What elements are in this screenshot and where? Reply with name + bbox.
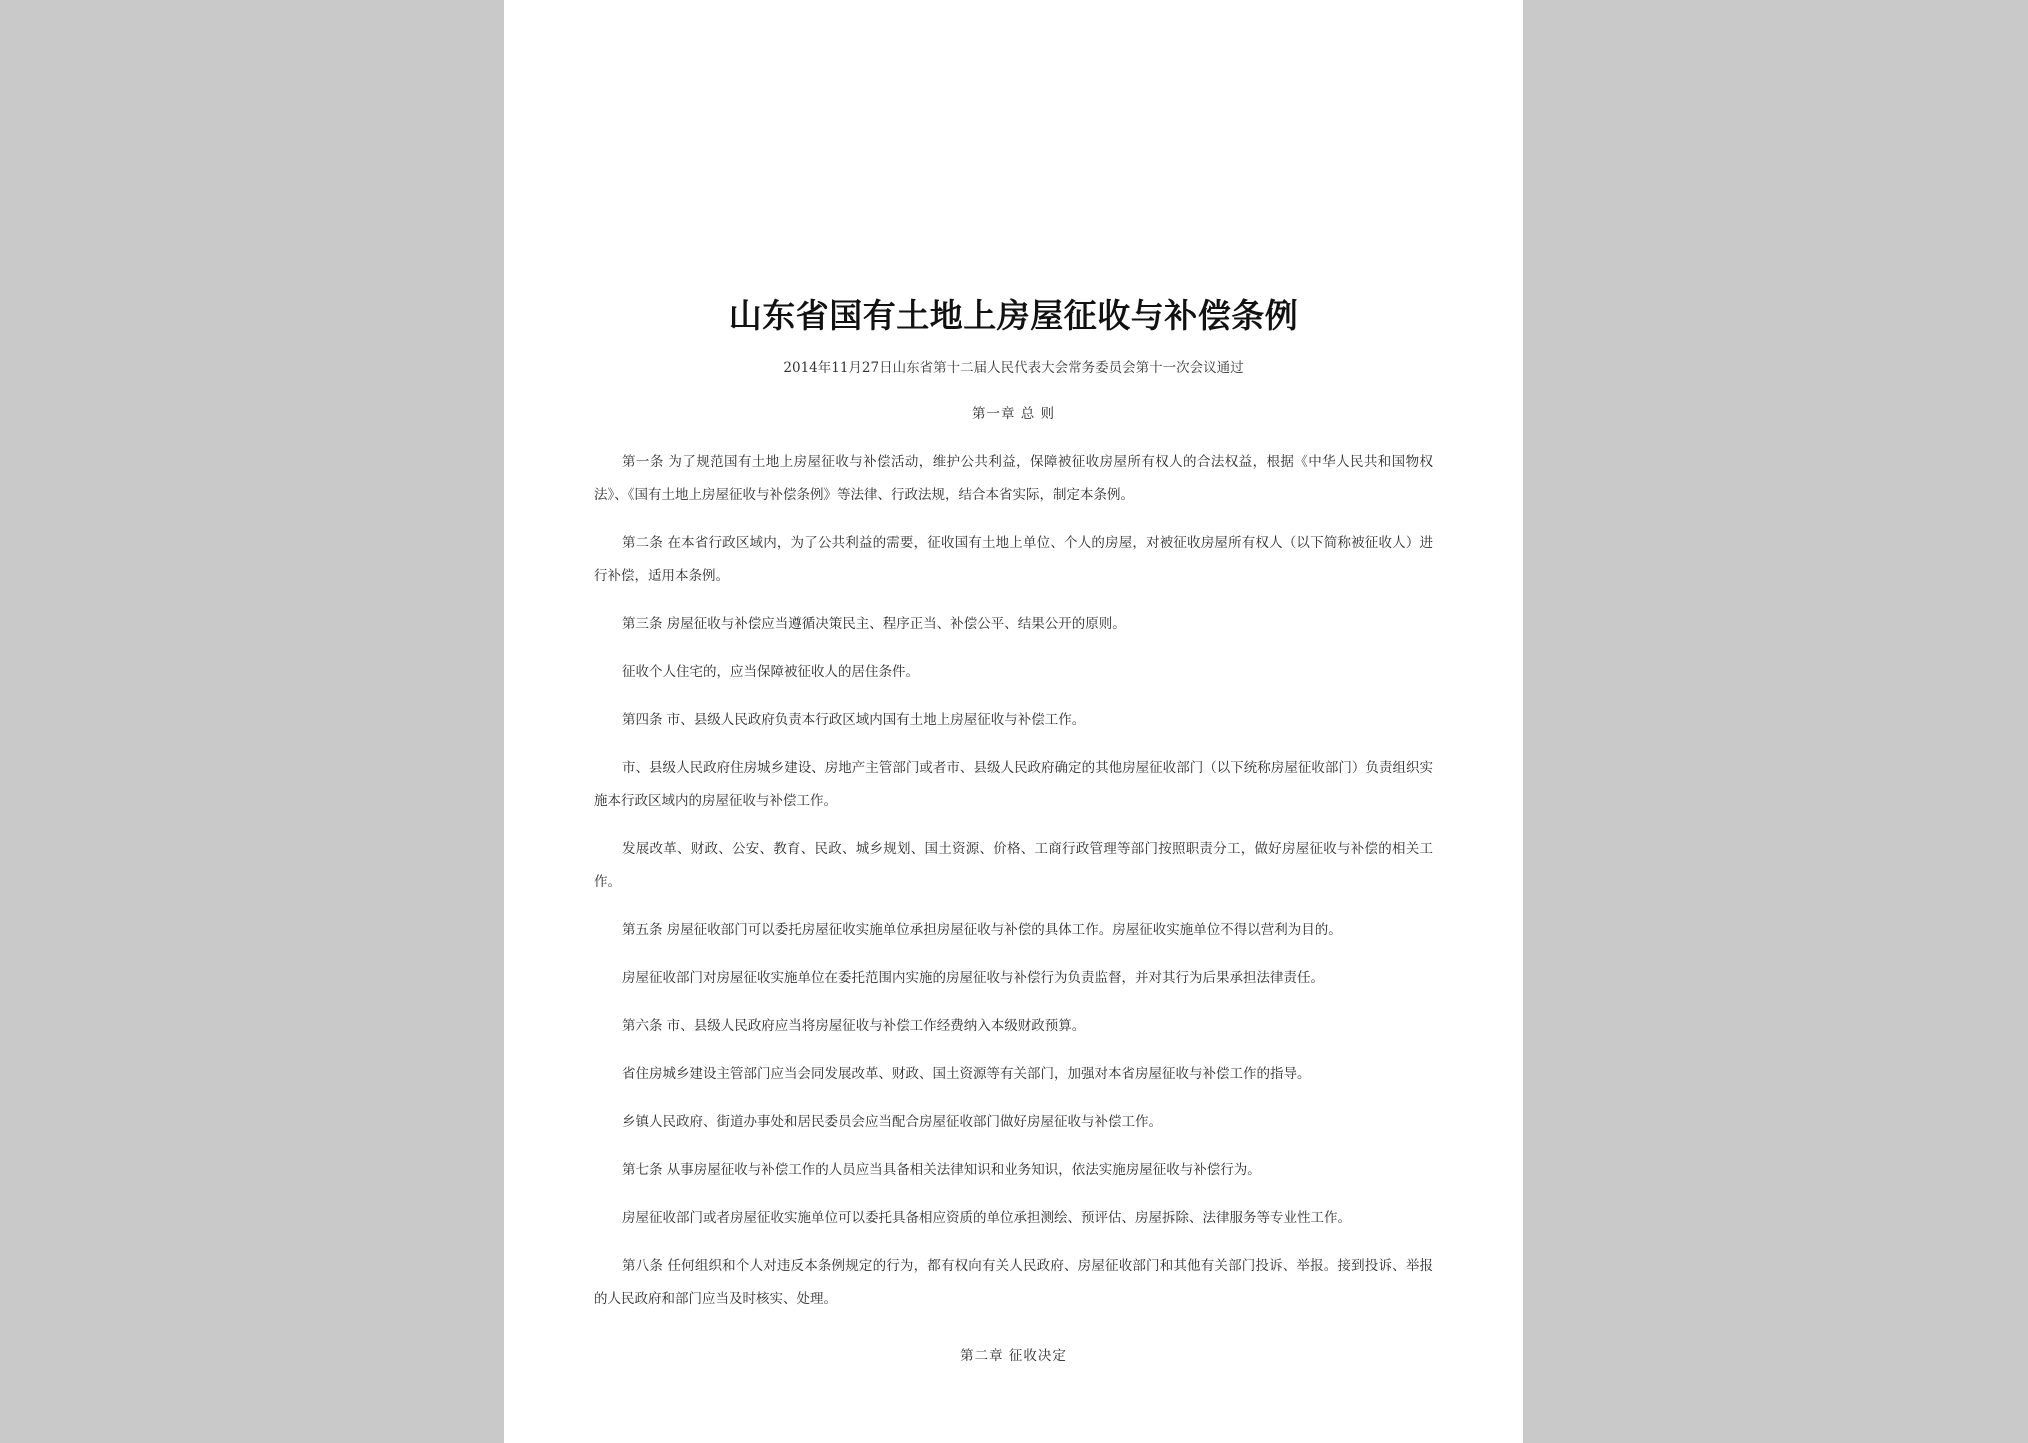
article-paragraph: 第六条 市、县级人民政府应当将房屋征收与补偿工作经费纳入本级财政预算。 [622, 1018, 1086, 1034]
article-paragraph: 第四条 市、县级人民政府负责本行政区域内国有土地上房屋征收与补偿工作。 [622, 712, 1086, 728]
article-paragraph: 乡镇人民政府、街道办事处和居民委员会应当配合房屋征收部门做好房屋征收与补偿工作。 [622, 1114, 1162, 1130]
chapter-heading-1: 第一章 总 则 [971, 406, 1056, 422]
article-paragraph: 第八条 任何组织和个人对违反本条例规定的行为，都有权向有关人民政府、房屋征收部门和其他有关部门投诉、举报。接到投诉、举报的人民政府和部门应当及时核实、处理。 [594, 1258, 1433, 1307]
article-paragraph: 征收个人住宅的，应当保障被征收人的居住条件。 [622, 664, 919, 680]
article-paragraph: 第五条 房屋征收部门可以委托房屋征收实施单位承担房屋征收与补偿的具体工作。房屋征收实施单位不得以营利为目的。 [622, 922, 1342, 938]
document-title: 山东省国有土地上房屋征收与补偿条例 [728, 296, 1299, 335]
article-paragraph: 市、县级人民政府住房城乡建设、房地产主管部门或者市、县级人民政府确定的其他房屋征收部门（以下统称房屋征收部门）负责组织实施本行政区域内的房屋征收与补偿工作。 [594, 760, 1433, 809]
document-subtitle: 2014年11月27日山东省第十二届人民代表大会常务委员会第十一次会议通过 [783, 360, 1244, 376]
article-paragraph: 第二条 在本省行政区域内，为了公共利益的需要，征收国有土地上单位、个人的房屋，对被征收房屋所有权人（以下简称被征收人）进行补偿，适用本条例。 [594, 535, 1433, 584]
chapter-heading-2: 第二章 征收决定 [960, 1348, 1067, 1364]
article-paragraph: 第一条 为了规范国有土地上房屋征收与补偿活动，维护公共利益，保障被征收房屋所有权人的合法权益，根据《中华人民共和国物权法》、《国有土地上房屋征收与补偿条例》等法律、行政法规，结合本省实际，制定本条例。 [594, 454, 1433, 503]
article-paragraph: 房屋征收部门对房屋征收实施单位在委托范围内实施的房屋征收与补偿行为负责监督，并对其行为后果承担法律责任。 [622, 970, 1324, 986]
article-paragraph: 房屋征收部门或者房屋征收实施单位可以委托具备相应资质的单位承担测绘、预评估、房屋拆除、法律服务等专业性工作。 [622, 1210, 1351, 1226]
article-paragraph: 第三条 房屋征收与补偿应当遵循决策民主、程序正当、补偿公平、结果公开的原则。 [622, 616, 1126, 632]
article-paragraph: 第七条 从事房屋征收与补偿工作的人员应当具备相关法律知识和业务知识，依法实施房屋征收与补偿行为。 [622, 1162, 1261, 1178]
article-paragraph: 发展改革、财政、公安、教育、民政、城乡规划、国土资源、价格、工商行政管理等部门按照职责分工，做好房屋征收与补偿的相关工作。 [594, 841, 1433, 890]
article-paragraph: 省住房城乡建设主管部门应当会同发展改革、财政、国土资源等有关部门，加强对本省房屋征收与补偿工作的指导。 [622, 1066, 1311, 1082]
article-list [594, 446, 1433, 1316]
document-page [504, 0, 1523, 1443]
